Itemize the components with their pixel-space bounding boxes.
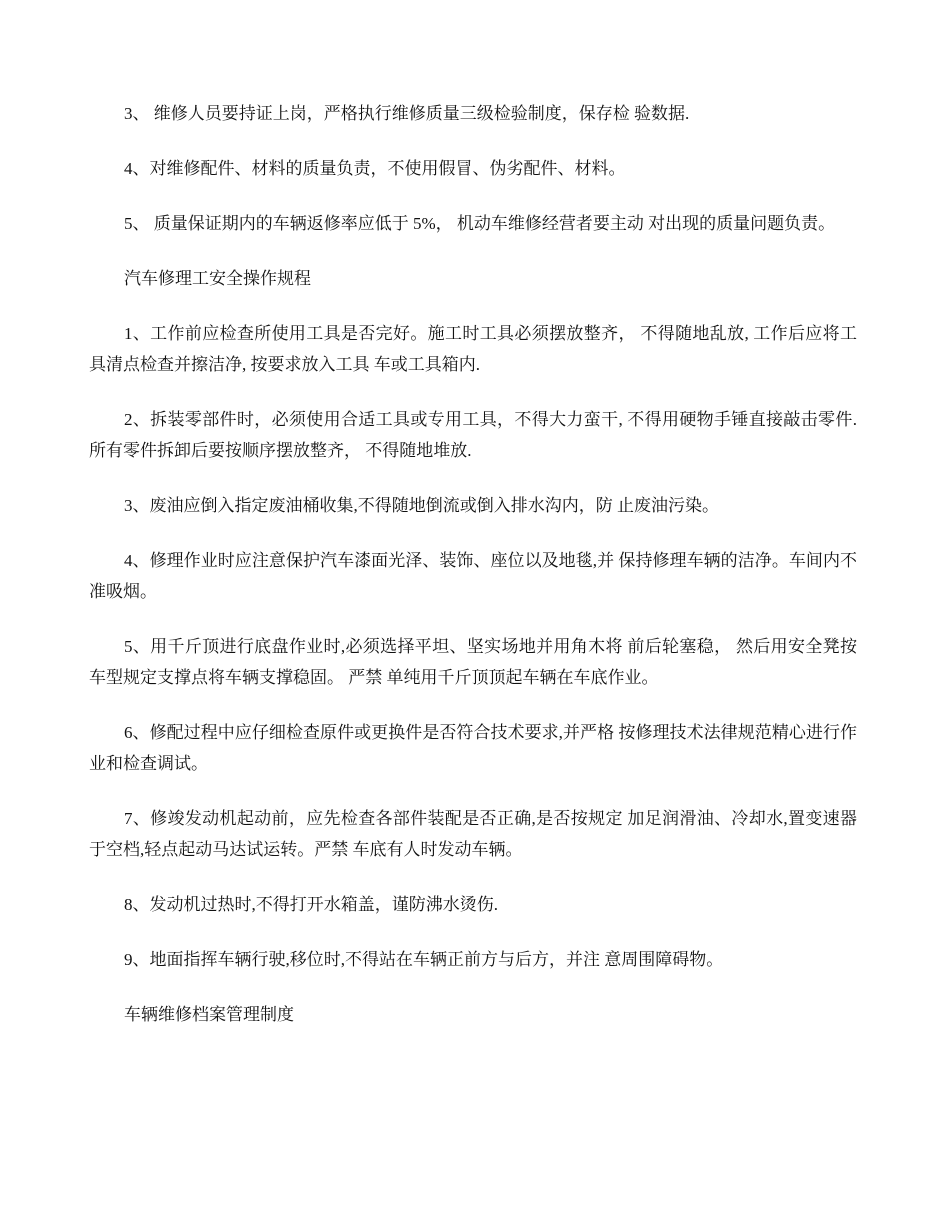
document-body: [89, 98, 857, 1030]
paragraph-return-rate: 5、 质量保证期内的车辆返修率应低于 5%， 机动车维修经营者要主动 对出现的质量问题负责。: [124, 214, 836, 233]
paragraph-engine-start: 7、修竣发动机起动前，应先检查各部件装配是否正确,是否按规定 加足润滑油、冷却水,置变速器于空档,轻点起动马达试运转。严禁 车底有人时发动车辆。: [89, 809, 857, 859]
paragraph-disassembly: 2、拆装零部件时，必须使用合适工具或专用工具，不得大力蛮干, 不得用硬物手锤直接敲击零件.所有零件拆卸后要按顺序摆放整齐， 不得随地堆放.: [89, 410, 857, 460]
paragraph-inspection: 6、修配过程中应仔细检查原件或更换件是否符合技术要求,并严格 按修理技术法律规范精心进行作业和检查调试。: [89, 723, 857, 773]
paragraph-tool-check: 1、工作前应检查所使用工具是否完好。施工时工具必须摆放整齐， 不得随地乱放, 工作后应将工具清点检查并擦洁净, 按要求放入工具 车或工具箱内.: [89, 324, 857, 374]
paragraph-jack-safety: 5、用千斤顶进行底盘作业时,必须选择平坦、坚实场地并用角木将 前后轮塞稳， 然后用安全凳按车型规定支撑点将车辆支撑稳固。 严禁 单纯用千斤顶顶起车辆在车底作业。: [89, 637, 857, 687]
paragraph-parts-quality: 4、对维修配件、材料的质量负责，不使用假冒、伪劣配件、材料。: [124, 159, 626, 178]
paragraph-certified-personnel: 3、 维修人员要持证上岗，严格执行维修质量三级检验制度，保存检 验数据.: [124, 104, 690, 123]
paragraph-waste-oil: 3、废油应倒入指定废油桶收集,不得随地倒流或倒入排水沟内，防 止废油污染。: [124, 496, 719, 515]
paragraph-traffic-direction: 9、地面指挥车辆行驶,移位时,不得站在车辆正前方与后方，并注 意周围障碍物。: [124, 950, 724, 969]
paragraph-vehicle-protection: 4、修理作业时应注意保护汽车漆面光泽、装饰、座位以及地毯,并 保持修理车辆的洁净。车间内不准吸烟。: [89, 551, 857, 601]
paragraph-overheating: 8、发动机过热时,不得打开水箱盖，谨防沸水烫伤.: [124, 895, 498, 914]
section-heading-records-management: 车辆维修档案管理制度: [124, 1005, 294, 1024]
section-heading-safety-rules: 汽车修理工安全操作规程: [124, 269, 311, 288]
